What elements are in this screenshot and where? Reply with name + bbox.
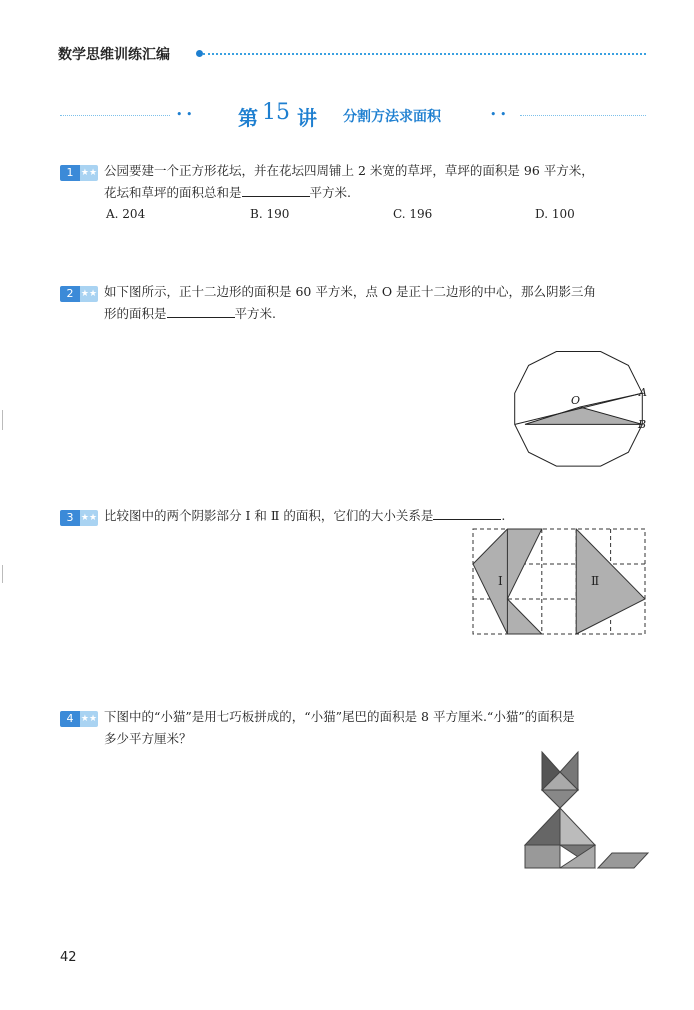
question-line: 公园要建一个正方形花坛，并在花坛四周铺上 2 米宽的草坪，草坪的面积是 96 平方米， [104, 163, 594, 178]
question-4-badge [60, 711, 98, 727]
scan-edge-mark [2, 410, 3, 430]
shaded-triangle [525, 407, 642, 424]
option-a: A. 204 [106, 207, 146, 221]
question-2-text [104, 281, 649, 325]
question-line: 下图中的“小猫”是用七巧板拼成的，“小猫”尾巴的面积是 8 平方厘米.“小猫”的面积是 [104, 709, 575, 724]
question-line [104, 505, 649, 527]
label-b: B [638, 418, 647, 431]
option-d: D. 100 [535, 207, 575, 221]
cat-body-right [560, 808, 595, 845]
label-a: A [639, 386, 647, 399]
label-ii: Ⅱ [591, 574, 600, 588]
option-c: C. 196 [393, 207, 433, 221]
book-title: 数学思维训练汇编 [58, 47, 170, 63]
header-rule [203, 53, 646, 55]
question-text-part: 平方米. [234, 306, 276, 321]
question-2-badge [60, 286, 98, 302]
question-text-part: 平方米. [309, 185, 351, 200]
difficulty-stars-icon: ★★ [80, 510, 98, 526]
question-3-badge [60, 510, 98, 526]
answer-blank[interactable] [167, 305, 235, 318]
scan-edge-mark [2, 565, 3, 583]
lesson-dots-left: • • [176, 108, 193, 121]
question-3-text [104, 505, 649, 527]
tangram-cat-figure [520, 750, 660, 872]
grid-figure [472, 528, 648, 638]
answer-blank[interactable] [242, 184, 310, 197]
question-line [104, 303, 649, 325]
difficulty-stars-icon: ★★ [80, 286, 98, 302]
question-line: 多少平方厘米？ [104, 731, 192, 746]
question-number: 1 [60, 165, 80, 181]
label-o: O [571, 394, 581, 407]
difficulty-stars-icon: ★★ [80, 711, 98, 727]
option-b: B. 190 [250, 207, 290, 221]
page-number: 42 [60, 950, 77, 965]
cat-body-left [525, 808, 560, 845]
lesson-rule-right [520, 115, 646, 116]
lesson-topic: 分割方法求面积 [343, 109, 441, 125]
question-line [104, 182, 649, 204]
dodecagon-figure [505, 340, 655, 480]
question-1-text [104, 160, 649, 204]
question-number: 3 [60, 510, 80, 526]
lesson-rule-left [60, 115, 170, 116]
difficulty-stars-icon: ★★ [80, 165, 98, 181]
cat-neck [542, 790, 578, 808]
question-text-part: 花坛和草坪的面积总和是 [104, 185, 242, 200]
lesson-dots-right: • • [490, 108, 507, 121]
question-number: 4 [60, 711, 80, 727]
answer-blank[interactable] [433, 507, 501, 520]
question-line: 如下图所示，正十二边形的面积是 60 平方米，点 O 是正十二边形的中心，那么阴影三角 [104, 284, 597, 299]
question-4-text [104, 706, 649, 750]
label-i: Ⅰ [498, 574, 503, 588]
cat-base-left [525, 845, 560, 868]
lesson-suffix: 讲 [297, 106, 317, 130]
question-text-part: . [501, 508, 506, 523]
question-text-part: 形的面积是 [104, 306, 167, 321]
question-number: 2 [60, 286, 80, 302]
question-1-badge [60, 165, 98, 181]
question-text-part: 比较图中的两个阴影部分 Ⅰ 和 Ⅱ 的面积，它们的大小关系是 [104, 508, 434, 523]
lesson-prefix: 第 [238, 106, 258, 130]
lesson-number: 15 [262, 100, 290, 125]
cat-tail [598, 853, 648, 868]
header-dot-icon [196, 50, 203, 57]
